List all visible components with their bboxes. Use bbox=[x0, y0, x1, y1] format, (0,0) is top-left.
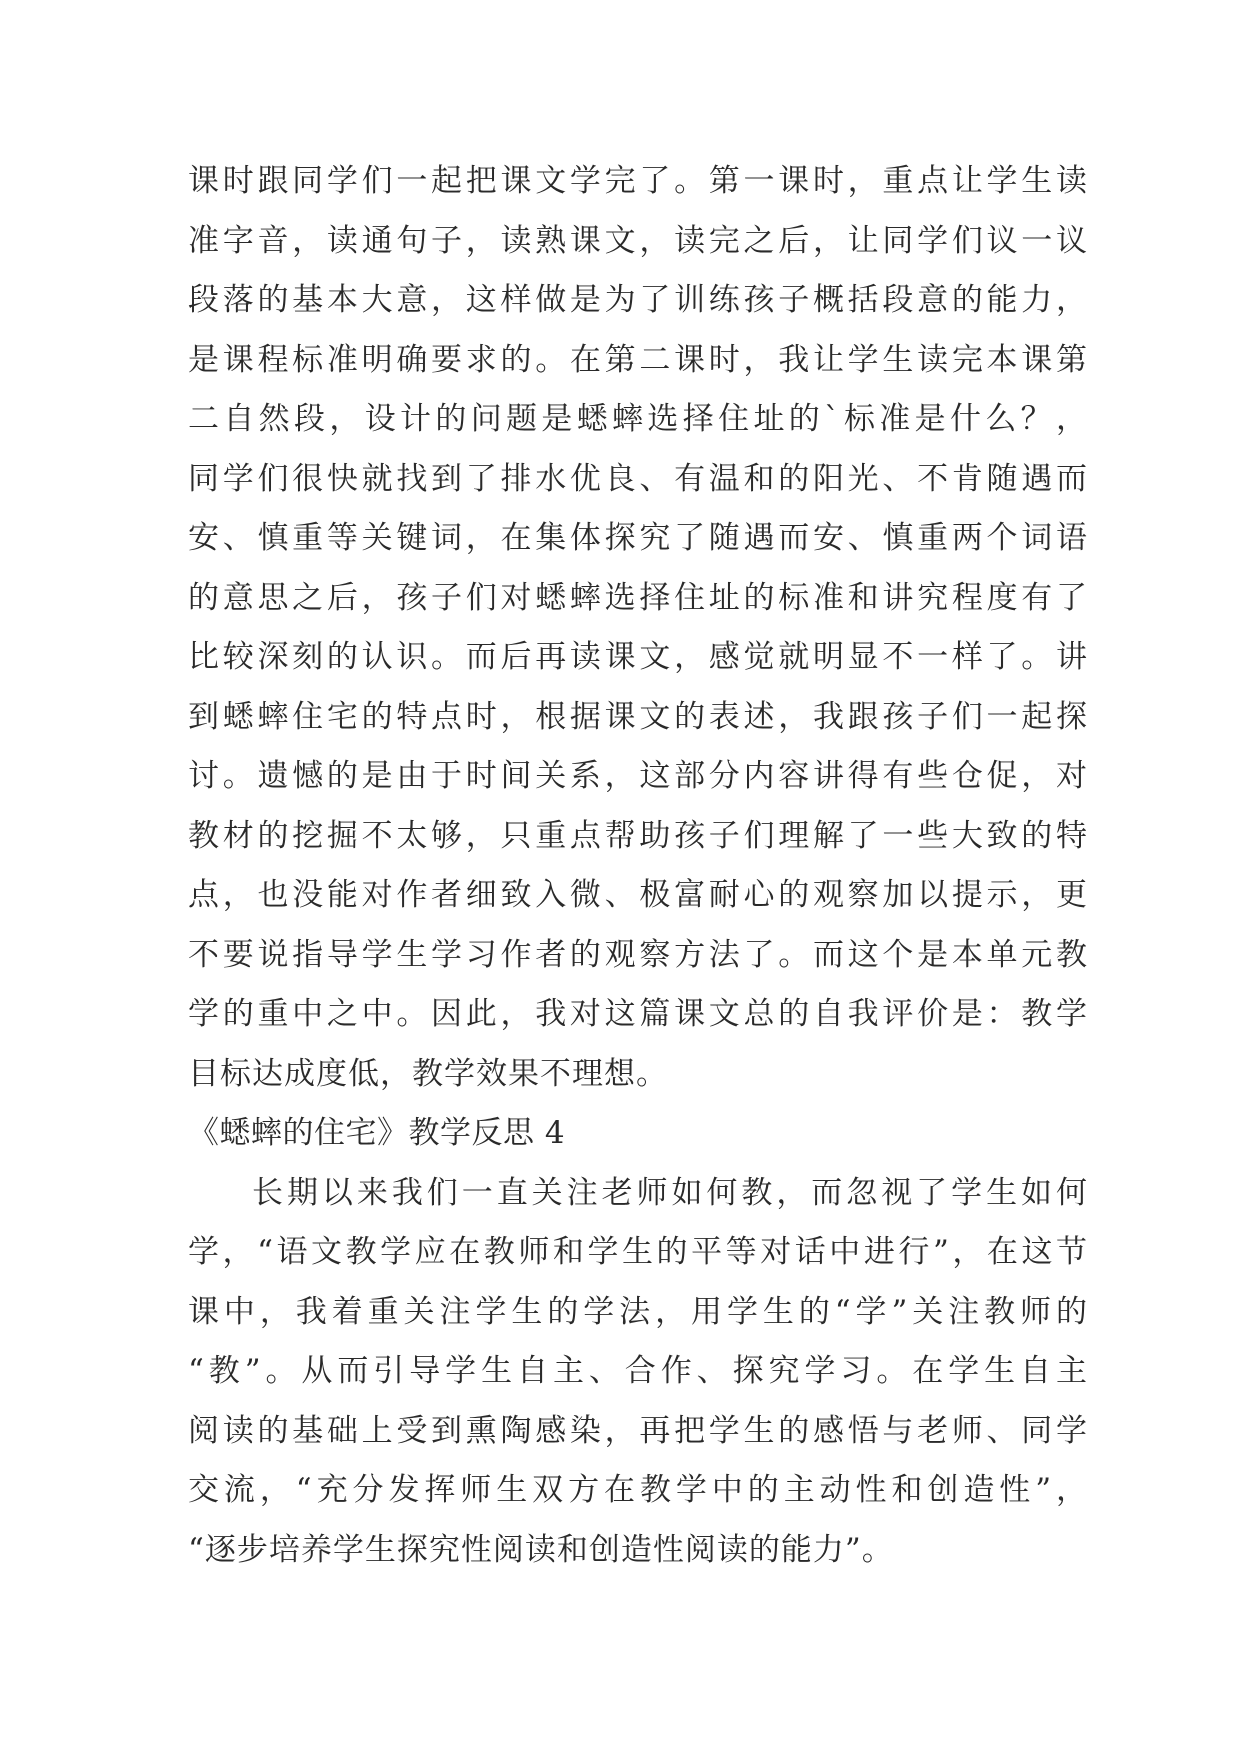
text-line: “教”。从而引导学生自主、合作、探究学习。在学生自主 bbox=[188, 1353, 1088, 1389]
text-line: 段落的基本大意，这样做是为了训练孩子概括段意的能力， bbox=[188, 282, 1088, 318]
text-line: 学，“语文教学应在教师和学生的平等对话中进行”，在这节 bbox=[188, 1234, 1088, 1270]
text-line: 教材的挖掘不太够，只重点帮助孩子们理解了一些大致的特 bbox=[188, 817, 1088, 854]
text-line: 阅读的基础上受到熏陶感染，再把学生的感悟与老师、同学 bbox=[188, 1412, 1088, 1449]
text-line: 准字音，读通句子，读熟课文，读完之后，让同学们议一议 bbox=[188, 222, 1088, 259]
text-line: 的意思之后，孩子们对蟋蟀选择住址的标准和讲究程度有了 bbox=[188, 579, 1088, 616]
text-line: 点，也没能对作者细致入微、极富耐心的观察加以提示，更 bbox=[188, 877, 1088, 913]
text-line: 目标达成度低，教学效果不理想。 bbox=[188, 1055, 668, 1092]
text-line: 长期以来我们一直关注老师如何教，而忽视了学生如何 bbox=[252, 1174, 1088, 1211]
text-line: 讨。遗憾的是由于时间关系，这部分内容讲得有些仓促，对 bbox=[188, 758, 1088, 794]
text-line: 学的重中之中。因此，我对这篇课文总的自我评价是：教学 bbox=[188, 996, 1088, 1032]
text-line: 课时跟同学们一起把课文学完了。第一课时，重点让学生读 bbox=[188, 163, 1088, 199]
document-body bbox=[188, 152, 1088, 1580]
text-line: 二自然段，设计的问题是蟋蟀选择住址的`标准是什么？， bbox=[188, 401, 1088, 437]
text-line: 交流，“充分发挥师生双方在教学中的主动性和创造性”， bbox=[188, 1472, 1088, 1508]
text-line: 到蟋蟀住宅的特点时，根据课文的表述，我跟孩子们一起探 bbox=[188, 698, 1088, 735]
paragraph bbox=[188, 1164, 1088, 1581]
text-line: 不要说指导学生学习作者的观察方法了。而这个是本单元教 bbox=[188, 936, 1088, 973]
text-line: 是课程标准明确要求的。在第二课时，我让学生读完本课第 bbox=[188, 341, 1088, 378]
text-line: 同学们很快就找到了排水优良、有温和的阳光、不肯随遇而 bbox=[188, 460, 1088, 497]
text-line: 比较深刻的认识。而后再读课文，感觉就明显不一样了。讲 bbox=[188, 639, 1088, 675]
paragraph-continued bbox=[188, 152, 1088, 1104]
text-line: 课中，我着重关注学生的学法，用学生的“学”关注教师的 bbox=[188, 1293, 1088, 1330]
text-line: “逐步培养学生探究性阅读和创造性阅读的能力”。 bbox=[188, 1531, 894, 1568]
text-line: 安、慎重等关键词，在集体探究了随遇而安、慎重两个词语 bbox=[188, 520, 1088, 556]
section-heading: 《蟋蟀的住宅》教学反思 4 bbox=[188, 1115, 566, 1151]
